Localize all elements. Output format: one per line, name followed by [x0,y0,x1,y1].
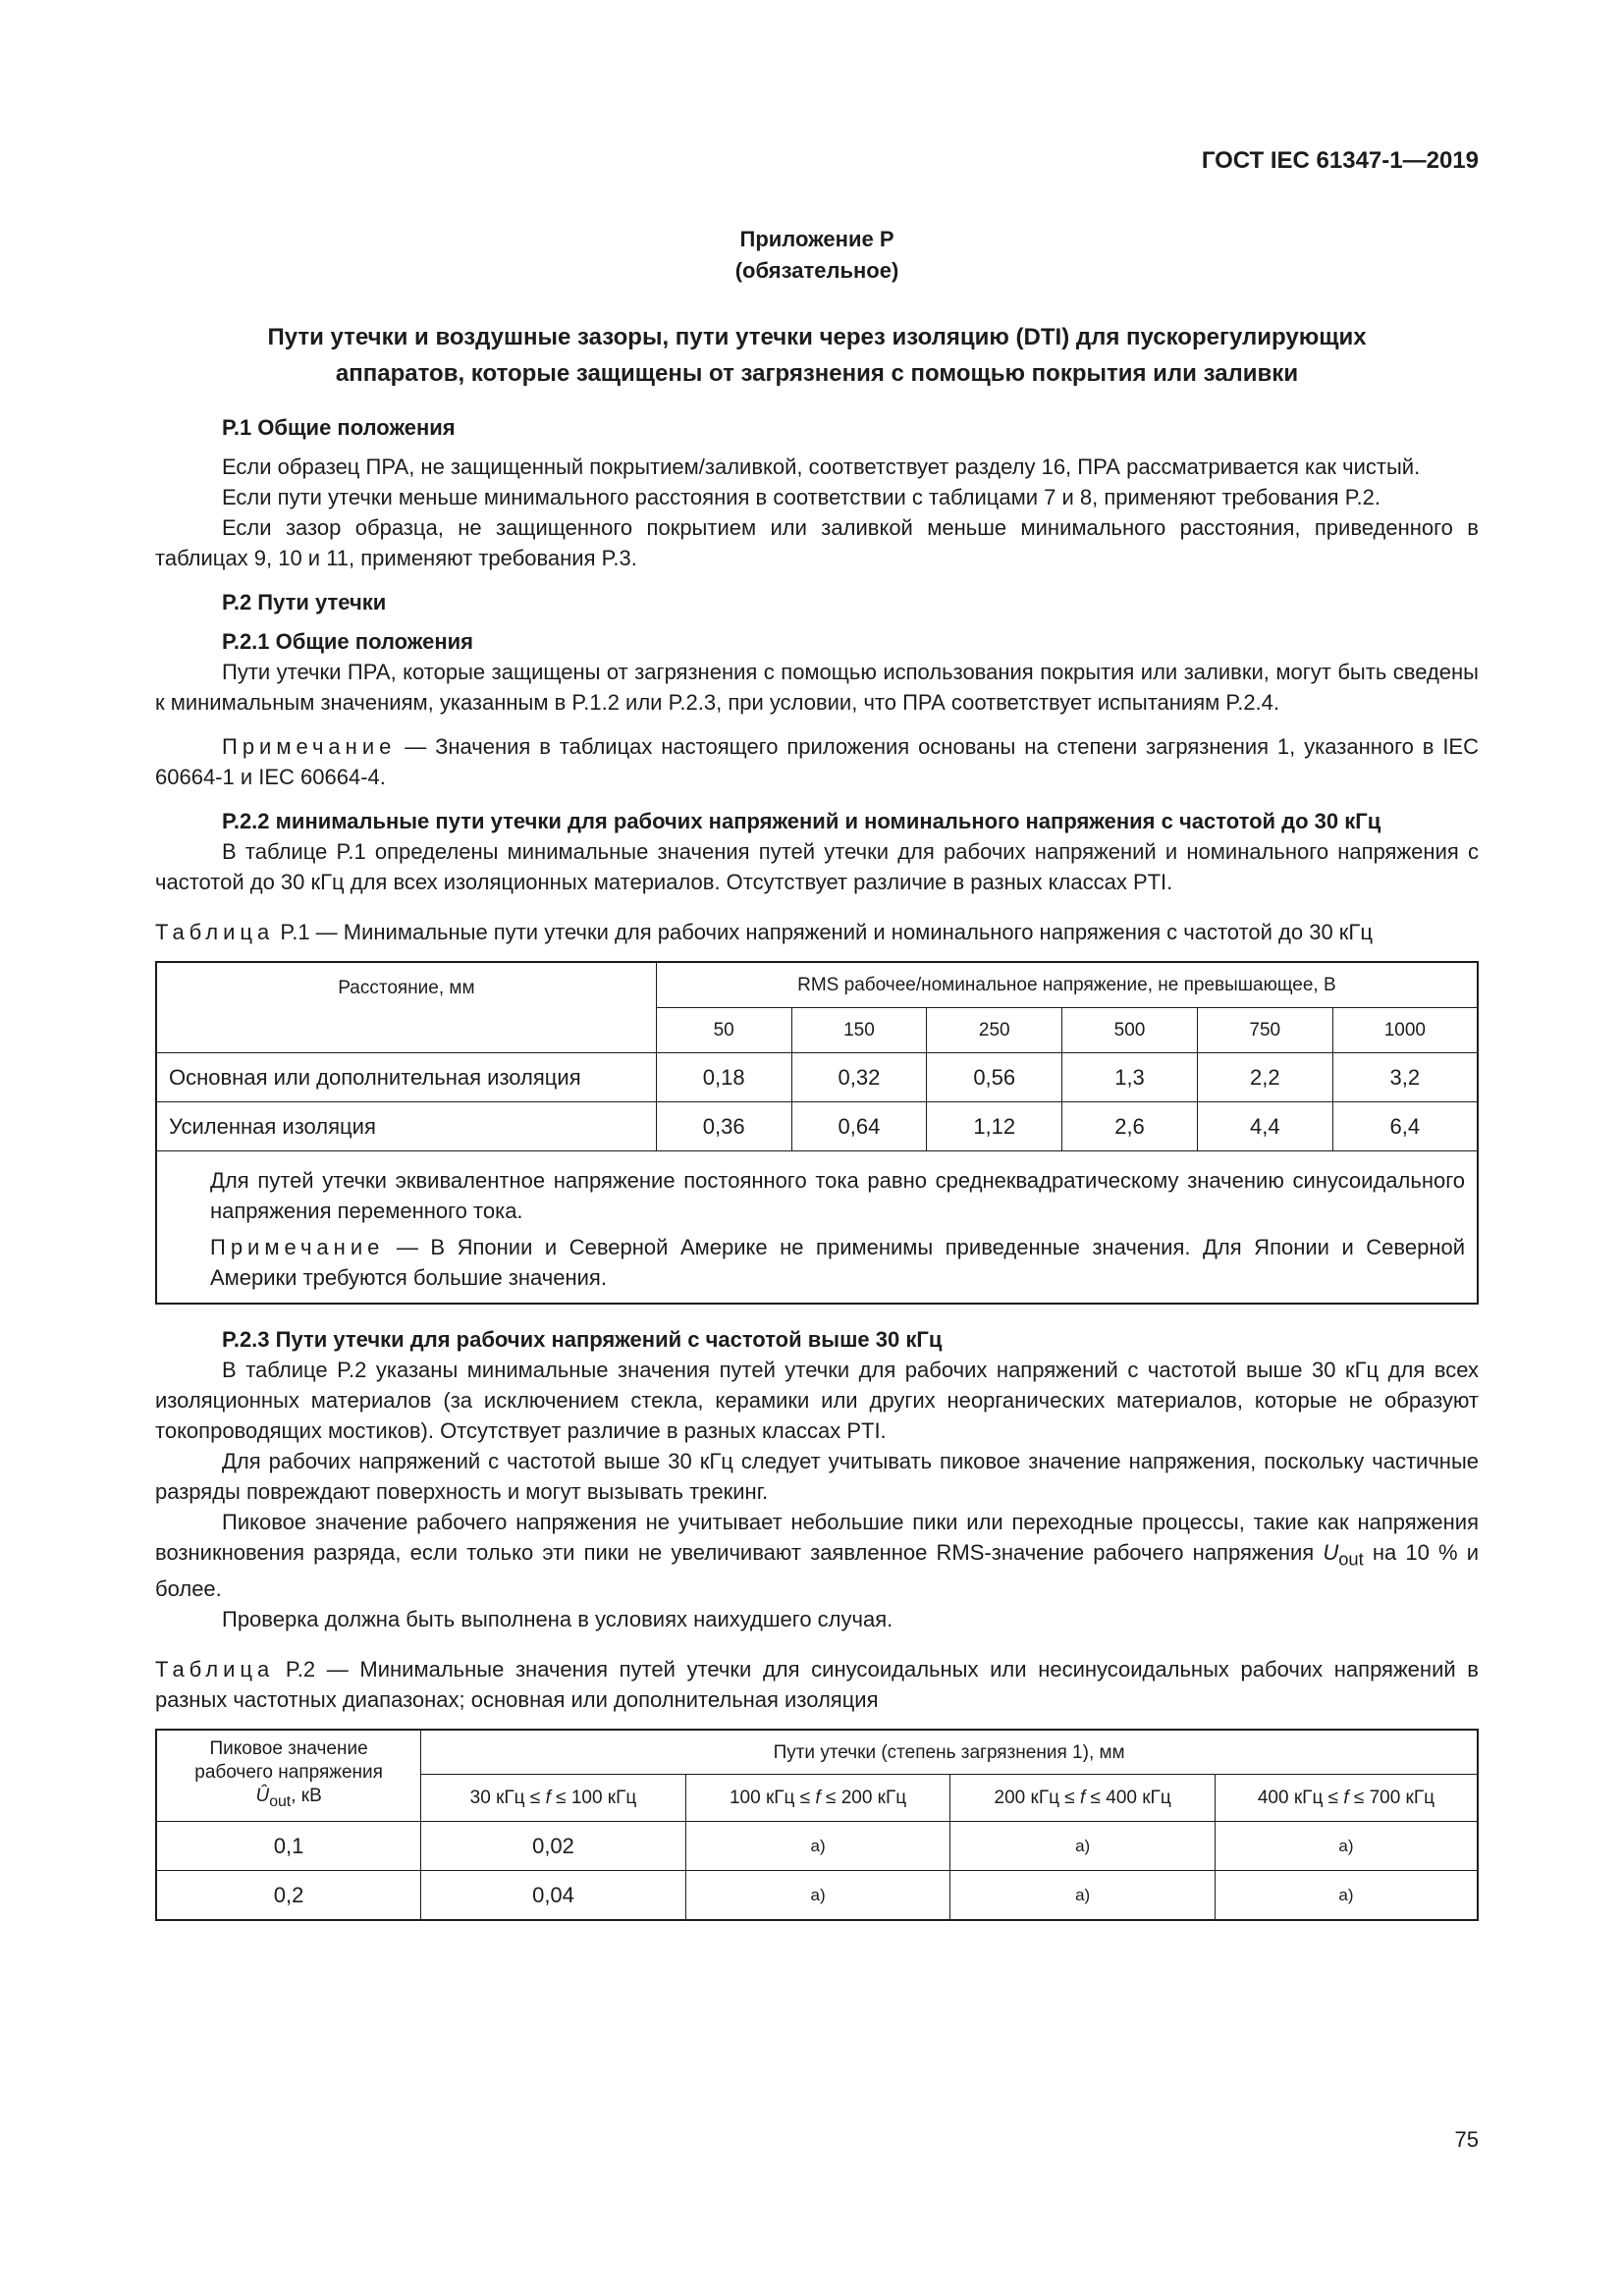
table-2-label: Таблица [155,1656,275,1682]
section-p23-heading: P.2.3 Пути утечки для рабочих напряжений с частотой выше 30 кГц [222,1326,943,1352]
footnote-ref: a) [1075,1886,1091,1905]
table-p2 [155,1729,1479,1921]
range-hi: ≤ 400 кГц [1085,1788,1171,1809]
range-lo: 400 кГц ≤ [1257,1788,1344,1809]
table-2-caption [155,1654,1479,1715]
section-p22-heading: P.2.2 минимальные пути утечки для рабочих напряжений и номинального напряжения с частотой до 30 кГц [222,809,1381,833]
title-line-1: Пути утечки и воздушные зазоры, пути утечки через изоляцию (DTI) для пускорегулирующих [267,324,1367,350]
table-2-col-label-1: Пиковое значение [209,1738,368,1760]
title-line-2: аппаратов, которые защищены от загрязнения с помощью покрытия или заливки [335,360,1299,387]
table-1-row-label: Усиленная изоляция [156,1101,656,1150]
table-2-range-header [685,1775,950,1822]
range-f: f [545,1788,551,1809]
table-1-cell: 1,12 [927,1101,1062,1150]
table-1-cell: 0,64 [791,1101,927,1150]
table-2-cell [950,1871,1216,1920]
table-1-cell: 3,2 [1332,1052,1478,1101]
table-row [156,1052,1478,1101]
section-p2-heading: P.2 Пути утечки [222,590,387,614]
voltage-symbol: U [1323,1539,1339,1565]
section-p1-paragraph-1: Если образец ПРА, не защищенный покрытием/заливкой, соответствует разделу 16, ПРА рассматривается как чистый. [222,454,1421,479]
range-f: f [1343,1788,1349,1809]
range-hi: ≤ 100 кГц [550,1788,637,1809]
range-f: f [1079,1788,1086,1809]
table-1-note-text: — В Японии и Северной Америке не применимы приведенные значения. Для Японии и Северной Америки требуются большие значения. [210,1234,1465,1290]
range-hi: ≤ 700 кГц [1348,1788,1435,1809]
table-row [156,1101,1478,1150]
range-hi: ≤ 200 кГц [820,1788,907,1809]
table-2-voltage-cell: 0,1 [156,1822,421,1871]
table-1-col-distance: Расстояние, мм [156,962,656,1052]
annex-title: Приложение Р [739,227,894,251]
voltage-subscript: out [1338,1547,1364,1569]
section-p23-paragraph-2: Для рабочих напряжений с частотой выше 30 кГц следует учитывать пиковое значение напряжения, поскольку частичные разряды повреждают поверхность и могут вызывать трекинг. [155,1448,1479,1504]
table-1-caption-text: P.1 — Минимальные пути утечки для рабочих напряжений и номинального напряжения с частотой до 30 кГц [274,920,1373,944]
document-body [155,412,1479,1921]
table-1-cell: 0,18 [656,1052,791,1101]
table-row [156,1871,1478,1920]
table-2-range-header [1215,1775,1478,1822]
table-2-cell [1215,1822,1478,1871]
footnote-ref: a) [1075,1837,1091,1856]
note-1-text: — Значения в таблицах настоящего приложения основаны на степени загрязнения 1, указанного в IEC 60664-1 и IEC 60664-4. [155,734,1479,789]
table-1-footnote: Для путей утечки эквивалентное напряжение постоянного тока равно среднеквадратическому значению синусоидального напряжения переменного тока. [210,1167,1465,1223]
table-1-voltage-header: 150 [791,1007,927,1052]
table-2-voltage-cell: 0,2 [156,1871,421,1920]
note-1 [155,731,1479,792]
annex-main-title [155,319,1479,392]
table-1-cell: 0,32 [791,1052,927,1101]
table-2-caption-text: P.2 — Минимальные значения путей утечки для синусоидальных или несинусоидальных рабочих напряжений в разных частотных диапазонах; основная или дополнительная изоляция [155,1656,1479,1712]
table-2-creepage-group: Пути утечки (степень загрязнения 1), мм [421,1730,1478,1775]
range-lo: 100 кГц ≤ [729,1788,816,1809]
table-1-cell: 2,2 [1197,1052,1332,1101]
table-1-cell: 4,4 [1197,1101,1332,1150]
paragraph-3-text-b: на 10 % и более. [155,1539,1479,1601]
section-p22-paragraph: В таблице P.1 определены минимальные значения путей утечки для рабочих напряжений и номинального напряжения с частотой до 30 кГц для всех изоляционных материалов. Отсутствует различие в разных классах PTI. [155,839,1479,894]
table-1-voltage-header: 1000 [1332,1007,1478,1052]
table-1-cell: 1,3 [1062,1052,1198,1101]
table-1-voltage-group: RMS рабочее/номинальное напряжение, не превышающее, В [656,962,1478,1007]
paragraph-3-text-a: Пиковое значение рабочего напряжения не учитывает небольшие пики или переходные процессы, такие как напряжения возникновения разряда, если только эти пики не увеличивают заявленное RMS-значение рабочего напряжения [155,1509,1479,1565]
page-number: 75 [1454,2127,1479,2152]
footnote-ref: a) [810,1886,826,1905]
section-p23-paragraph-3 [155,1507,1479,1604]
table-1-note-label: Примечание [210,1234,385,1259]
table-2-col-label-3 [161,1785,416,1814]
annex-status: (обязательное) [734,258,899,283]
section-p1-paragraph-3: Если зазор образца, не защищенного покрытием или заливкой меньше минимального расстояния, приведенного в таблицах 9, 10 и 11, применяют требования P.3. [155,515,1479,570]
section-p1-paragraph-2: Если пути утечки меньше минимального расстояния в соответствии с таблицами 7 и 8, применяют требования P.2. [222,485,1381,509]
table-2-cell: 0,02 [421,1822,686,1871]
table-2-cell [950,1822,1216,1871]
footnote-ref: a) [1338,1886,1354,1905]
note-1-label: Примечание [222,734,397,759]
table-1-note [210,1232,1465,1293]
range-f: f [815,1788,821,1809]
table-1-voltage-header: 750 [1197,1007,1332,1052]
section-p23-paragraph-4: Проверка должна быть выполнена в условиях наихудшего случая. [222,1606,893,1631]
range-lo: 200 кГц ≤ [994,1788,1080,1809]
annex-header [155,224,1479,287]
peak-voltage-subscript: out [269,1793,292,1811]
table-row [156,1822,1478,1871]
peak-voltage-symbol: Û [255,1786,270,1807]
table-2-col-voltage [156,1730,421,1822]
table-1-cell: 0,56 [927,1052,1062,1101]
table-1-voltage-header: 50 [656,1007,791,1052]
table-1-row-label: Основная или дополнительная изоляция [156,1052,656,1101]
table-2-cell [685,1871,950,1920]
table-p1 [155,961,1479,1305]
table-2-range-header [950,1775,1216,1822]
table-1-cell: 2,6 [1062,1101,1198,1150]
table-1-caption [155,917,1479,947]
table-2-cell: 0,04 [421,1871,686,1920]
peak-voltage-unit: , кВ [291,1786,322,1807]
table-1-footnote-cell [156,1150,1478,1304]
standard-number: ГОСТ IEC 61347-1—2019 [1201,147,1479,174]
table-1-cell: 6,4 [1332,1101,1478,1150]
table-1-label: Таблица [155,920,275,944]
section-p23-paragraph-1: В таблице P.2 указаны минимальные значения путей утечки для рабочих напряжений с частотой выше 30 кГц для всех изоляционных материалов (за исключением стекла, керамики или других неорганических материалов, которые не образуют токопроводящих мостиков). Отсутствует различие в разных классах PTI. [155,1357,1479,1443]
table-1-voltage-header: 250 [927,1007,1062,1052]
table-1-cell: 0,36 [656,1101,791,1150]
section-p21-paragraph: Пути утечки ПРА, которые защищены от загрязнения с помощью использования покрытия или заливки, могут быть сведены к минимальным значениям, указанным в P.1.2 или P.2.3, при условии, что ПРА соответствует испытаниям P.2.4. [155,660,1479,715]
table-2-range-header [421,1775,686,1822]
table-2-cell [685,1822,950,1871]
range-lo: 30 кГц ≤ [469,1788,546,1809]
table-2-col-label-2: рабочего напряжения [194,1762,383,1784]
footnote-ref: a) [1338,1837,1354,1856]
table-1-voltage-header: 500 [1062,1007,1198,1052]
section-p1-heading: P.1 Общие положения [222,415,456,440]
footnote-ref: a) [810,1837,826,1856]
section-p21-heading: P.2.1 Общие положения [222,629,473,654]
table-2-cell [1215,1871,1478,1920]
